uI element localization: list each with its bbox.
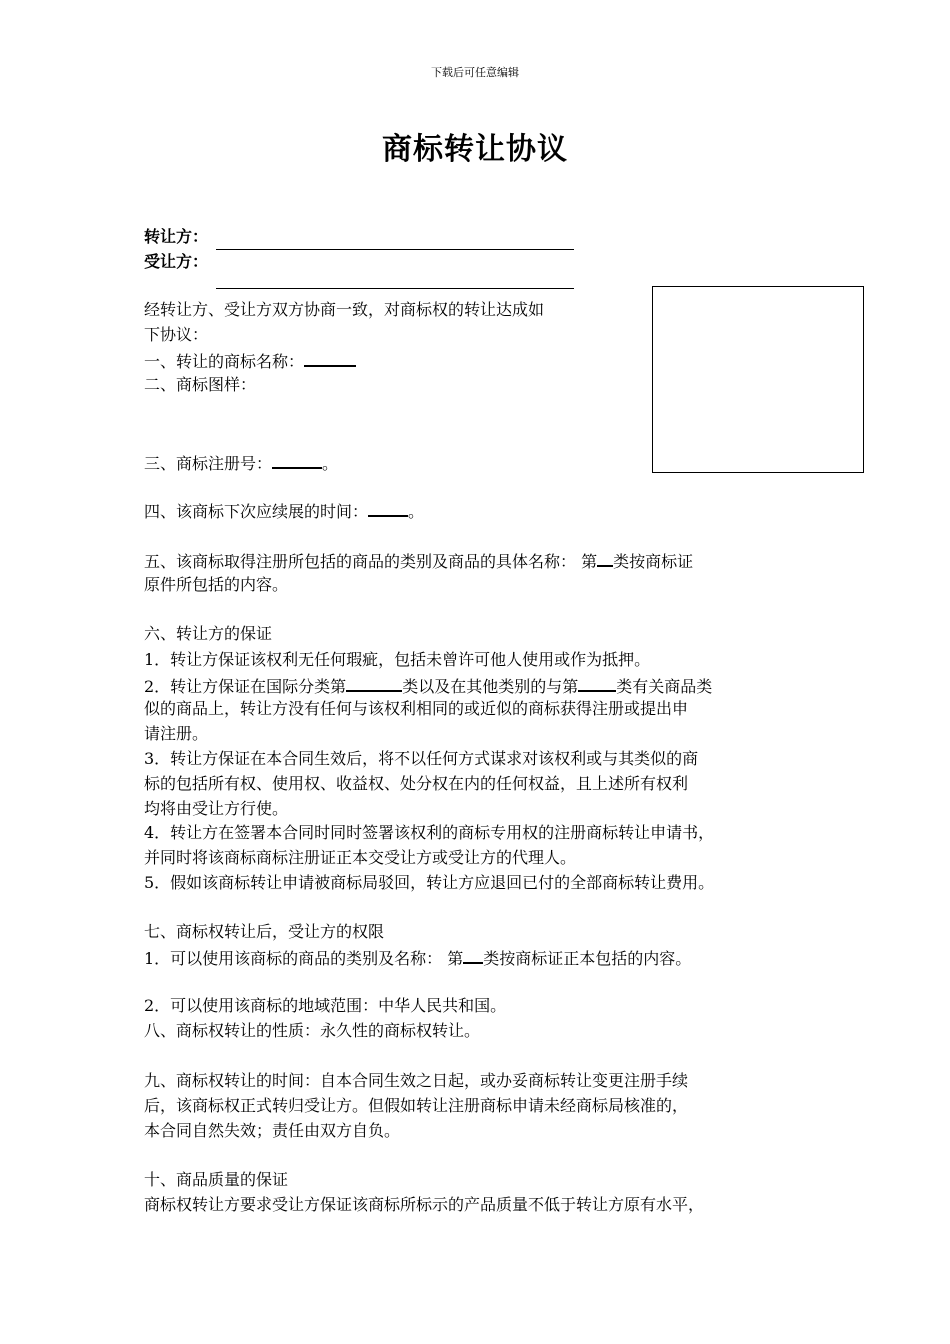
section-9-line-2: 后，该商标权正式转归受让方。但假如转让注册商标申请未经商标局核准的， xyxy=(144,1096,689,1115)
transferee-label: 受让方： xyxy=(144,252,209,271)
section-6-item-1: 1．转让方保证该权利无任何瑕疵，包括未曾许可他人使用或作为抵押。 xyxy=(144,650,651,669)
transferor-blank-line xyxy=(216,249,574,250)
intro-line-1: 经转让方、受让方双方协商一致，对商标权的转让达成如 xyxy=(144,300,545,319)
section-6-item-3-line-1: 3．转让方保证在本合同生效后，将不以任何方式谋求对该权利或与其类似的商 xyxy=(144,749,699,768)
section-6-item-5: 5．假如该商标转让申请被商标局驳回，转让方应退回已付的全部商标转让费用。 xyxy=(144,873,715,892)
usage-class-blank xyxy=(463,945,483,964)
section-5-text-a: 五、该商标取得注册所包括的商品的类别及商品的具体名称： 第 xyxy=(144,552,598,571)
section-9-line-3: 本合同自然失效；责任由双方自负。 xyxy=(144,1121,401,1140)
section-6-item-2-text-c: 类有关商品类 xyxy=(616,677,713,696)
section-9-line-1: 九、商标权转让的时间：自本合同生效之日起，或办妥商标转让变更注册手续 xyxy=(144,1071,689,1090)
section-2: 二、商标图样： xyxy=(144,375,257,394)
section-7-item-2: 2．可以使用该商标的地域范围：中华人民共和国。 xyxy=(144,996,507,1015)
intro-line-2: 下协议： xyxy=(144,325,209,344)
section-3 xyxy=(144,450,338,476)
section-6-item-4-line-1: 4．转让方在签署本合同时同时签署该权利的商标专用权的注册商标转让申请书， xyxy=(144,823,715,842)
section-4-text: 四、该商标下次应续展的时间： xyxy=(144,502,369,521)
section-3-end: 。 xyxy=(322,454,339,473)
related-class-blank xyxy=(578,673,616,692)
international-class-blank xyxy=(346,673,402,692)
section-1 xyxy=(144,348,356,374)
section-7-title: 七、商标权转让后，受让方的权限 xyxy=(144,922,385,941)
section-6-item-2-line-3: 请注册。 xyxy=(144,724,209,743)
section-4-end: 。 xyxy=(408,502,425,521)
section-6-item-2-text-b: 类以及在其他类别的与第 xyxy=(402,677,579,696)
section-10-title: 十、商品质量的保证 xyxy=(144,1170,289,1189)
trademark-name-blank xyxy=(304,348,356,367)
section-5-line-2: 原件所包括的内容。 xyxy=(144,575,289,594)
section-7-item-1-text-b: 类按商标证正本包括的内容。 xyxy=(483,949,692,968)
section-6-item-4-line-2: 并同时将该商标商标注册证正本交受让方或受让方的代理人。 xyxy=(144,848,577,867)
section-5-line-1 xyxy=(144,548,693,574)
section-4 xyxy=(144,498,424,524)
section-6-item-2-line-1 xyxy=(144,673,712,699)
section-6-item-3-line-2: 标的包括所有权、使用权、收益权、处分权在内的任何权益，且上述所有权利 xyxy=(144,774,689,793)
section-7-item-1-text-a: 1．可以使用该商标的商品的类别及名称： 第 xyxy=(144,949,464,968)
section-1-text: 一、转让的商标名称： xyxy=(144,352,305,371)
renewal-time-blank xyxy=(368,498,408,517)
section-6-item-2-text-a: 2．转让方保证在国际分类第 xyxy=(144,677,347,696)
section-6-title: 六、转让方的保证 xyxy=(144,624,273,643)
transferee-blank-line xyxy=(216,288,574,289)
class-number-blank xyxy=(597,548,613,567)
section-10-line-1: 商标权转让方要求受让方保证该商标所标示的产品质量不低于转让方原有水平， xyxy=(144,1195,705,1214)
section-6-item-3-line-3: 均将由受让方行使。 xyxy=(144,799,289,818)
registration-number-blank xyxy=(272,450,322,469)
header-note: 下载后可任意编辑 xyxy=(431,66,519,79)
section-6-item-2-line-2: 似的商品上，转让方没有任何与该权利相同的或近似的商标获得注册或提出申 xyxy=(144,699,689,718)
section-8: 八、商标权转让的性质：永久性的商标权转让。 xyxy=(144,1021,481,1040)
section-5-text-b: 类按商标证 xyxy=(613,552,694,571)
transferor-label: 转让方： xyxy=(144,227,209,246)
section-7-item-1 xyxy=(144,945,691,971)
trademark-image-box xyxy=(652,286,864,473)
section-3-text: 三、商标注册号： xyxy=(144,454,273,473)
document-title: 商标转让协议 xyxy=(382,132,568,167)
